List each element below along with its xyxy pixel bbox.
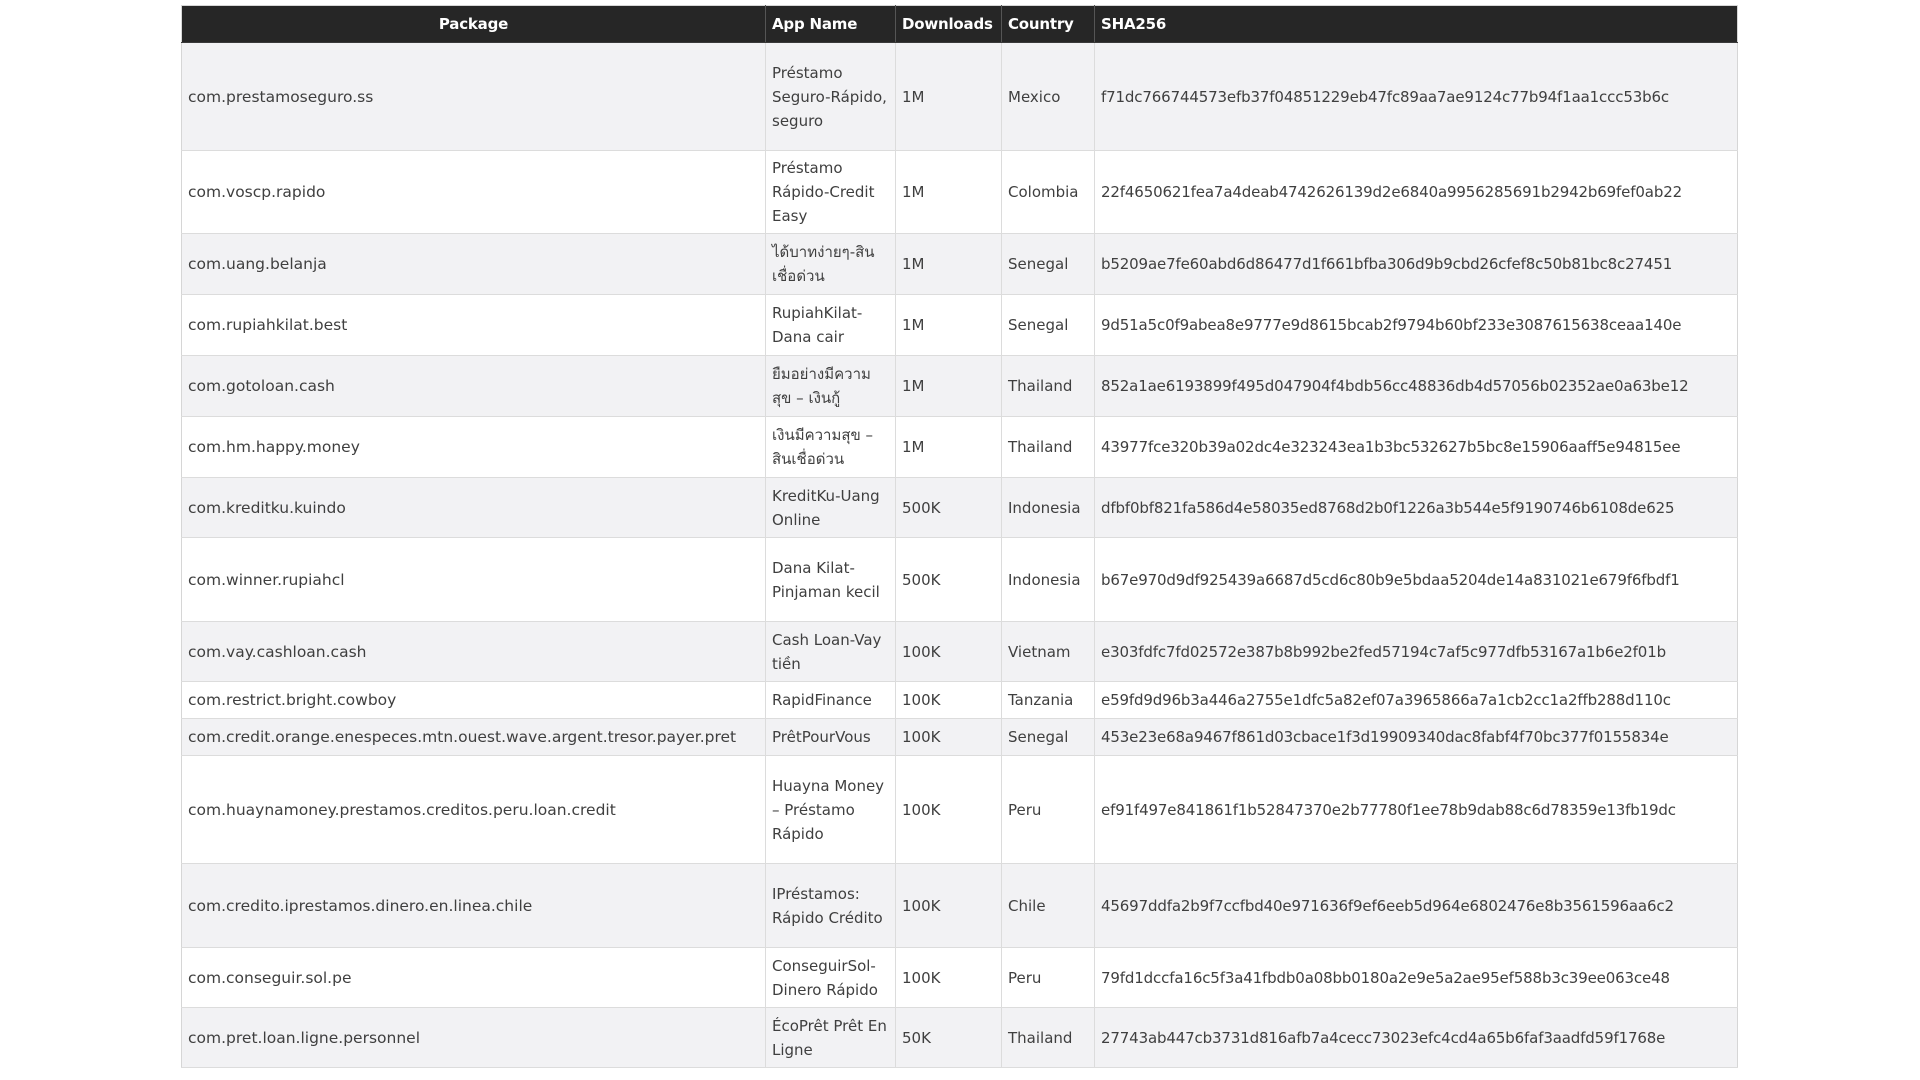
- cell-package: com.voscp.rapido: [182, 151, 766, 234]
- cell-sha256: ef91f497e841861f1b52847370e2b77780f1ee78b9dab88c6d78359e13fb19dc: [1095, 756, 1738, 864]
- cell-sha256: f71dc766744573efb37f04851229eb47fc89aa7ae9124c77b94f1aa1ccc53b6c: [1095, 43, 1738, 151]
- header-package: Package: [182, 6, 766, 43]
- cell-sha256: 27743ab447cb3731d816afb7a4cecc73023efc4cd4a65b6faf3aadfd59f1768e: [1095, 1008, 1738, 1068]
- table-body: [182, 43, 1738, 1068]
- cell-package: com.rupiahkilat.best: [182, 295, 766, 356]
- cell-package: com.restrict.bright.cowboy: [182, 682, 766, 719]
- cell-app-name: KreditKu-Uang Online: [766, 478, 896, 538]
- cell-sha256: e303fdfc7fd02572e387b8b992be2fed57194c7af5c977dfb53167a1b6e2f01b: [1095, 622, 1738, 682]
- header-sha256: SHA256: [1095, 6, 1738, 43]
- table-row: [182, 948, 1738, 1008]
- cell-package: com.gotoloan.cash: [182, 356, 766, 417]
- cell-downloads: 50K: [896, 1008, 1002, 1068]
- cell-package: com.conseguir.sol.pe: [182, 948, 766, 1008]
- cell-sha256: 43977fce320b39a02dc4e323243ea1b3bc532627b5bc8e15906aaff5e94815ee: [1095, 417, 1738, 478]
- cell-sha256: 453e23e68a9467f861d03cbace1f3d19909340dac8fabf4f70bc377f0155834e: [1095, 719, 1738, 756]
- cell-package: com.prestamoseguro.ss: [182, 43, 766, 151]
- cell-sha256: 852a1ae6193899f495d047904f4bdb56cc48836db4d57056b02352ae0a63be12: [1095, 356, 1738, 417]
- cell-sha256: 45697ddfa2b9f7ccfbd40e971636f9ef6eeb5d964e6802476e8b3561596aa6c2: [1095, 864, 1738, 948]
- table-row: [182, 356, 1738, 417]
- cell-downloads: 100K: [896, 864, 1002, 948]
- cell-app-name: RupiahKilat-Dana cair: [766, 295, 896, 356]
- cell-app-name: Cash Loan-Vay tiền: [766, 622, 896, 682]
- cell-country: Tanzania: [1002, 682, 1095, 719]
- cell-downloads: 1M: [896, 417, 1002, 478]
- cell-app-name: RapidFinance: [766, 682, 896, 719]
- table-row: [182, 538, 1738, 622]
- table-row: [182, 1008, 1738, 1068]
- cell-app-name: Huayna Money – Préstamo Rápido: [766, 756, 896, 864]
- cell-package: com.vay.cashloan.cash: [182, 622, 766, 682]
- table-row: [182, 43, 1738, 151]
- cell-package: com.uang.belanja: [182, 234, 766, 295]
- cell-sha256: b67e970d9df925439a6687d5cd6c80b9e5bdaa5204de14a831021e679f6fbdf1: [1095, 538, 1738, 622]
- cell-package: com.huaynamoney.prestamos.creditos.peru.loan.credit: [182, 756, 766, 864]
- cell-country: Peru: [1002, 756, 1095, 864]
- cell-downloads: 500K: [896, 478, 1002, 538]
- header-downloads: Downloads: [896, 6, 1002, 43]
- table-row: [182, 622, 1738, 682]
- cell-country: Indonesia: [1002, 538, 1095, 622]
- cell-package: com.credito.iprestamos.dinero.en.linea.chile: [182, 864, 766, 948]
- table-row: [182, 151, 1738, 234]
- cell-country: Vietnam: [1002, 622, 1095, 682]
- cell-country: Thailand: [1002, 417, 1095, 478]
- cell-country: Colombia: [1002, 151, 1095, 234]
- cell-downloads: 1M: [896, 151, 1002, 234]
- cell-app-name: IPréstamos: Rápido Crédito: [766, 864, 896, 948]
- cell-downloads: 1M: [896, 356, 1002, 417]
- cell-downloads: 1M: [896, 234, 1002, 295]
- cell-app-name: ConseguirSol-Dinero Rápido: [766, 948, 896, 1008]
- cell-sha256: 9d51a5c0f9abea8e9777e9d8615bcab2f9794b60bf233e3087615638ceaa140e: [1095, 295, 1738, 356]
- table-row: [182, 756, 1738, 864]
- cell-package: com.kreditku.kuindo: [182, 478, 766, 538]
- table-row: [182, 478, 1738, 538]
- cell-package: com.pret.loan.ligne.personnel: [182, 1008, 766, 1068]
- cell-country: Senegal: [1002, 295, 1095, 356]
- loan-apps-table: [181, 5, 1738, 1068]
- cell-app-name: ÉcoPrêt Prêt En Ligne: [766, 1008, 896, 1068]
- cell-downloads: 1M: [896, 295, 1002, 356]
- cell-sha256: e59fd9d96b3a446a2755e1dfc5a82ef07a3965866a7a1cb2cc1a2ffb288d110c: [1095, 682, 1738, 719]
- cell-country: Indonesia: [1002, 478, 1095, 538]
- cell-downloads: 100K: [896, 948, 1002, 1008]
- cell-app-name: Préstamo Seguro-Rápido, seguro: [766, 43, 896, 151]
- cell-app-name: ยืมอย่างมีความสุข – เงินกู้: [766, 356, 896, 417]
- cell-downloads: 1M: [896, 43, 1002, 151]
- cell-downloads: 100K: [896, 622, 1002, 682]
- cell-country: Chile: [1002, 864, 1095, 948]
- cell-sha256: dfbf0bf821fa586d4e58035ed8768d2b0f1226a3b544e5f9190746b6108de625: [1095, 478, 1738, 538]
- cell-app-name: เงินมีความสุข – สินเชื่อด่วน: [766, 417, 896, 478]
- header-country: Country: [1002, 6, 1095, 43]
- cell-downloads: 100K: [896, 756, 1002, 864]
- cell-country: Thailand: [1002, 356, 1095, 417]
- cell-sha256: 79fd1dccfa16c5f3a41fbdb0a08bb0180a2e9e5a2ae95ef588b3c39ee063ce48: [1095, 948, 1738, 1008]
- loan-apps-table-container: [181, 5, 1737, 1068]
- cell-downloads: 100K: [896, 682, 1002, 719]
- cell-app-name: Dana Kilat-Pinjaman kecil: [766, 538, 896, 622]
- table-row: [182, 234, 1738, 295]
- cell-downloads: 500K: [896, 538, 1002, 622]
- table-row: [182, 682, 1738, 719]
- header-row: [182, 6, 1738, 43]
- cell-downloads: 100K: [896, 719, 1002, 756]
- table-row: [182, 295, 1738, 356]
- cell-country: Mexico: [1002, 43, 1095, 151]
- cell-package: com.hm.happy.money: [182, 417, 766, 478]
- cell-sha256: b5209ae7fe60abd6d86477d1f661bfba306d9b9cbd26cfef8c50b81bc8c27451: [1095, 234, 1738, 295]
- cell-sha256: 22f4650621fea7a4deab4742626139d2e6840a9956285691b2942b69fef0ab22: [1095, 151, 1738, 234]
- table-row: [182, 719, 1738, 756]
- cell-app-name: Préstamo Rápido-Credit Easy: [766, 151, 896, 234]
- cell-package: com.credit.orange.enespeces.mtn.ouest.wave.argent.tresor.payer.pret: [182, 719, 766, 756]
- cell-country: Senegal: [1002, 234, 1095, 295]
- cell-package: com.winner.rupiahcl: [182, 538, 766, 622]
- header-app-name: App Name: [766, 6, 896, 43]
- cell-app-name: ได้บาทง่ายๆ-สินเชื่อด่วน: [766, 234, 896, 295]
- table-row: [182, 864, 1738, 948]
- cell-country: Senegal: [1002, 719, 1095, 756]
- cell-country: Thailand: [1002, 1008, 1095, 1068]
- cell-country: Peru: [1002, 948, 1095, 1008]
- table-header: [182, 6, 1738, 43]
- cell-app-name: PrêtPourVous: [766, 719, 896, 756]
- table-row: [182, 417, 1738, 478]
